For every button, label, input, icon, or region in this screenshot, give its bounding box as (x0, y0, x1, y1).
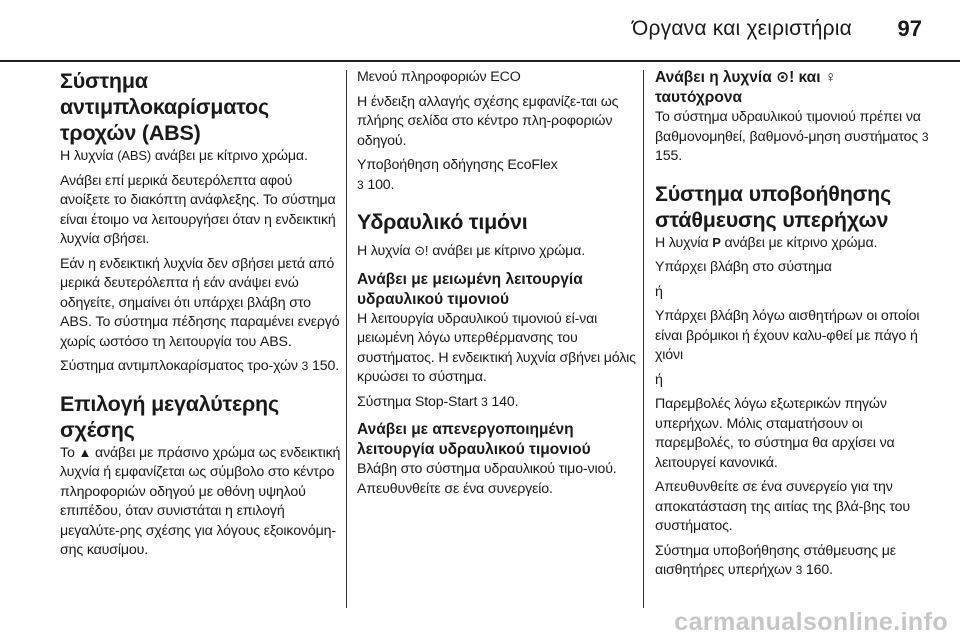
watermark: carmanualsonline.info (674, 608, 948, 636)
disabled-steering-paragraph: Βλάβη στο σύστημα υδραυλικού τιμο-νιού. Απευθυνθείτε σε ένα συνεργείο. (357, 461, 617, 497)
page-header (0, 0, 960, 62)
abs-paragraph: Ανάβει επί μερικά δευτερόλεπτα αφού ανοίξετε το διακόπτη ανάφλεξης. Το σύστημα είναι έτοιμο να λειτουργήσει όταν η ενδεικτική λυχνία σβήσει. (60, 172, 336, 247)
upshift-icon: ▲ (78, 444, 92, 460)
parking-paragraph: Υπάρχει βλάβη στο σύστημα (655, 259, 832, 275)
power-steering-heading: Υδραυλικό τιμόνι (357, 210, 528, 234)
page-reference-icon: 3 (921, 129, 929, 144)
eco-cross-reference: Υποβοήθηση οδήγησης EcoFlex 3 100. (357, 157, 558, 193)
abs-warning-icon: (ABS) (117, 148, 152, 163)
eco-paragraph: Η ένδειξη αλλαγής σχέσης εμφανίζε-ται ως πλήρης σελίδα στο κέντρο πλη-ροφοριών οδηγού. (357, 93, 619, 149)
parking-paragraph: Παρεμβολές λόγω εξωτερικών πηγών υπερήχων. Μόλις σταματήσουν οι παρεμβολές, το σύστημα θα αρχίσει να λειτουργεί κανονικά. (655, 396, 895, 471)
gear-shift-paragraph: Το ▲ ανάβει με πράσινο χρώμα ως ενδεικτική λυχνία ή εμφανίζεται ως σύμβολο στο κέντρο πληροφοριών οδηγού με οθόνη υψηλού επιπέδου, όταν συνιστάται η επιλογή μεγαλύτε-ρης σχέσης για λόγους εξοικονόμη-σης καυσίμου. (60, 444, 341, 558)
parking-paragraph: ή (655, 283, 663, 300)
parking-paragraph: Απευθυνθείτε σε ένα συνεργείο για την αποκατάσταση της αιτίας της βλά-βης του συστήματος. (655, 479, 910, 534)
page-reference-icon: 3 (357, 177, 364, 192)
stop-start-cross-reference: Σύστημα Stop-Start 3 140. (357, 393, 519, 410)
power-steering-paragraph: Η λυχνία ⊙! ανάβει με κίτρινο χρώμα. (357, 243, 586, 259)
parking-assist-heading: Σύστημα υποβοήθησης στάθμευσης υπερήχων (655, 181, 892, 232)
page-reference-icon: 3 (301, 359, 309, 373)
lamps-lit-heading: Ανάβει η λυχνία ⊙! και ♀ ταυτόχρονα (655, 69, 837, 106)
abs-cross-reference: Σύστημα αντιμπλοκαρίσματος τρο-χών 3 150. (60, 358, 339, 374)
steering-warning-icon: ⊙! (776, 69, 795, 86)
page-reference-icon: 3 (481, 394, 488, 409)
column-divider (346, 70, 347, 608)
column-1 (60, 68, 343, 608)
reduced-steering-paragraph: Η λειτουργία υδραυλικού τιμονιού εί-ναι μειωμένη λόγω υπερθέρμανσης του συστήματος. Η ενδεικτική λυχνία σβήνει μόλις κρυώσει το σύστημα. (357, 310, 636, 385)
disabled-steering-heading: Ανάβει με απενεργοποιημένη λειτουργία υδραυλικού τιμονιού (357, 421, 591, 458)
parking-paragraph: ή (655, 371, 663, 388)
page-reference-icon: 3 (795, 563, 803, 577)
abs-paragraph: Εάν η ενδεικτική λυχνία δεν σβήσει μετά από μερικά δευτερόλεπτα ή εάν ανάψει ενώ οδηγείτε, σημαίνει ότι υπάρχει βλάβη στο ABS. Το σύστημα πέδησης παραμένει ενεργό χωρίς ωστόσο τη λειτουργία του ABS. (60, 255, 340, 350)
parking-cross-reference: Σύστημα υποβοήθησης στάθμευσης με αισθητήρες υπερήχων 3 160. (655, 542, 896, 578)
column-2 (357, 68, 642, 608)
column-divider (643, 70, 644, 608)
column-3 (655, 68, 945, 608)
page-number: 97 (897, 16, 922, 41)
gear-shift-heading: Επιλογή μεγαλύτερης σχέσης (60, 391, 279, 442)
seatbelt-icon: ♀ (824, 69, 837, 86)
header-title: Όργανα και χειριστήρια (632, 17, 852, 40)
parking-paragraph: Υπάρχει βλάβη λόγω αισθητήρων οι οποίοι είναι βρόμικοι ή έχουν καλυ-φθεί με πάγο ή χιόνι (655, 308, 920, 363)
reduced-steering-heading: Ανάβει με μειωμένη λειτουργία υδραυλικού τιμονιού (357, 270, 583, 308)
steering-warning-icon: ⊙! (414, 243, 429, 258)
abs-paragraph: Η λυχνία (ABS) ανάβει με κίτρινο χρώμα. (60, 148, 308, 164)
parking-sensor-icon: P (712, 234, 721, 250)
calibration-paragraph: Το σύστημα υδραυλικού τιμονιού πρέπει να βαθμονομηθεί, βαθμονό-μηση συστήματος 3 155. (655, 109, 929, 164)
parking-paragraph: Η λυχνία P ανάβει με κίτρινο χρώμα. (655, 234, 878, 251)
eco-menu-paragraph: Μενού πληροφοριών ECO (357, 69, 521, 85)
abs-heading: Σύστημα αντιμπλοκαρίσματος τροχών (ABS) (60, 69, 269, 145)
